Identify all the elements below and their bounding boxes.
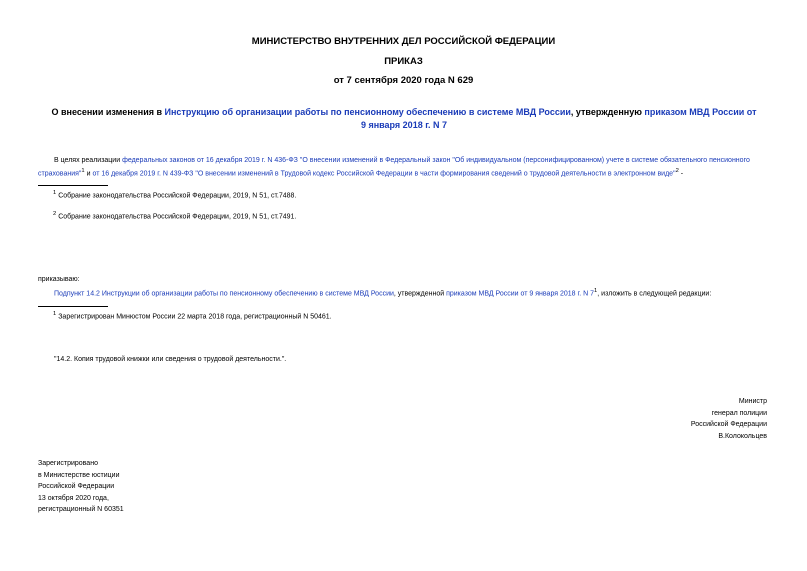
footnote-divider-1 xyxy=(38,185,108,186)
signature-line-2: генерал полиции xyxy=(711,409,767,417)
footnote-mark-1: 1 xyxy=(53,190,57,196)
footnote-ref-3: 1 xyxy=(594,288,598,294)
registration-line-3: Российской Федерации xyxy=(38,483,115,490)
ministry-header: МИНИСТЕРСТВО ВНУТРЕННИХ ДЕЛ РОССИЙСКОЙ ФЕДЕРАЦИИ xyxy=(251,36,556,47)
order-link[interactable]: приказом МВД России от 9 января 2018 г. N 7 xyxy=(360,107,757,130)
instruction-link[interactable]: Инструкцию об организации работы по пенсионному обеспечению в системе МВД России xyxy=(164,107,571,117)
quoted-subclause: "14.2. Копия трудовой книжки или сведения о трудовой деятельности.". xyxy=(54,356,287,363)
registration-line-1: Зарегистрировано xyxy=(38,460,98,467)
footnote-2-text: Собрание законодательства Российской Федерации, 2019, N 51, ст.7491. xyxy=(58,213,297,221)
preamble-text-3: - xyxy=(678,170,684,178)
registration-line-2: в Министерстве юстиции xyxy=(38,471,120,479)
footnote-1-text: Собрание законодательства Российской Федерации, 2019, N 51, ст.7488. xyxy=(58,192,297,200)
federal-law-439-link[interactable]: от 16 декабря 2019 г. N 439-ФЗ "О внесении изменений в Трудовой кодекс Российской Федерации в части формирования сведений о трудовой деятельности в электронном виде" xyxy=(92,170,676,178)
subclause-14-2-link[interactable]: Подпункт 14.2 Инструкции об организации работы по пенсионному обеспечению в системе МВД России xyxy=(54,290,394,298)
registration-line-5: регистрационный N 60351 xyxy=(38,506,124,513)
footnote-ref-1: 1 xyxy=(81,168,85,174)
preamble-paragraph xyxy=(38,155,768,179)
footnote-ref-2: 2 xyxy=(675,168,679,174)
registration-line-4: 13 октября 2020 года, xyxy=(38,494,109,502)
orders-word: приказываю: xyxy=(38,276,80,283)
main-text-2: , изложить в следующей редакции: xyxy=(597,290,712,298)
preamble-text-1: В целях реализации xyxy=(54,157,123,164)
main-text-1: , утвержденной xyxy=(393,290,447,298)
doc-date-number: от 7 сентября 2020 года N 629 xyxy=(333,75,474,86)
signature-line-3: Российской Федерации xyxy=(690,421,767,428)
title-prefix: О внесении изменения в xyxy=(51,107,165,117)
order-n7-link[interactable]: приказом МВД России от 9 января 2018 г. N 7 xyxy=(446,290,595,298)
doc-type: ПРИКАЗ xyxy=(384,56,423,67)
preamble-text-2: и xyxy=(84,170,93,178)
main-paragraph xyxy=(54,288,784,297)
footnote-3 xyxy=(53,311,332,320)
footnote-2 xyxy=(53,211,296,220)
signature-line-1: Министр xyxy=(738,398,767,405)
federal-law-436-link[interactable]: федеральных законов от 16 декабря 2019 г. N 436-ФЗ "О внесении изменений в Федеральный закон "Об индивидуальном (персонифицированном) учете в системе обязательного пенсионного страхования" xyxy=(38,157,750,178)
footnote-3-text: Зарегистрирован Минюстом России 22 марта 2018 года, регистрационный N 50461. xyxy=(58,313,332,321)
footnote-1 xyxy=(53,190,296,199)
footnote-mark-3: 1 xyxy=(53,311,57,317)
signature-line-4: В.Колокольцев xyxy=(718,432,767,440)
doc-title xyxy=(48,106,760,132)
signature-block xyxy=(567,396,767,442)
registration-block xyxy=(38,458,238,516)
title-middle: , утвержденную xyxy=(570,107,645,117)
footnote-divider-2 xyxy=(38,306,108,307)
footnote-mark-2: 2 xyxy=(53,211,57,217)
